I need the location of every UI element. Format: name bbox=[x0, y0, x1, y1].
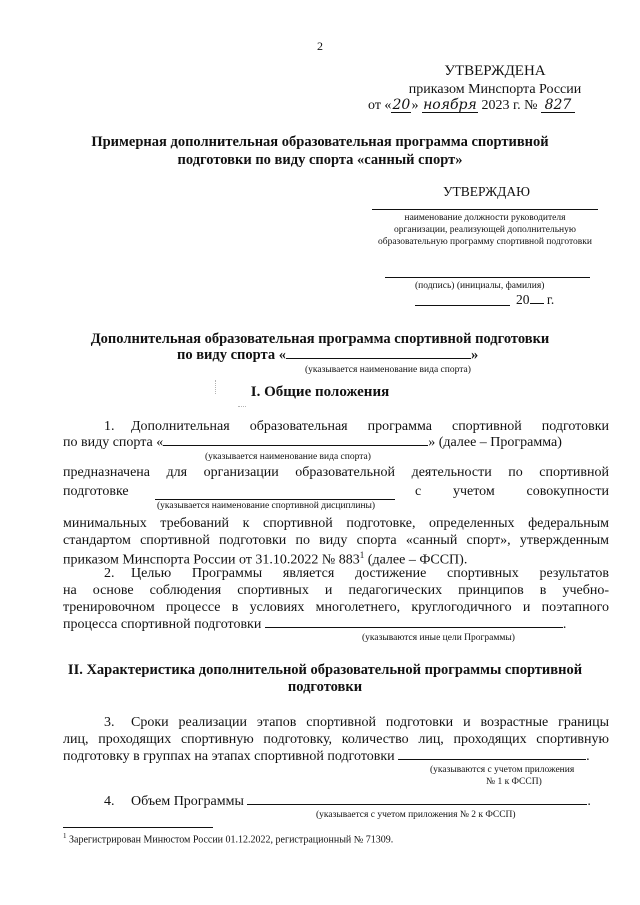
footnote-mark: 1 bbox=[63, 832, 67, 840]
approve-hint-1: наименование должности руководителя bbox=[404, 213, 566, 223]
p3-line2: лиц, проходящих спортивную подготовку, количество лиц, проходящих спортивную bbox=[63, 732, 609, 747]
p1-line2 bbox=[63, 436, 562, 450]
p3-line3-text: подготовку в группах на этапах спортивной подготовки bbox=[63, 749, 395, 764]
approve-year bbox=[516, 293, 554, 307]
p3-number: 3. bbox=[104, 715, 115, 730]
footnote-divider bbox=[63, 827, 213, 828]
date-month: ноября bbox=[423, 97, 477, 113]
date-year: 2023 г. № bbox=[481, 98, 538, 113]
p1-line7-end: (далее – ФССП). bbox=[364, 552, 468, 568]
approve-year-suffix: г. bbox=[546, 292, 555, 307]
approval-title: УТВЕРЖДЕНА bbox=[444, 63, 546, 79]
p4-line bbox=[104, 795, 591, 809]
program-title-prefix: по виду спорта « bbox=[177, 347, 286, 363]
approve-heading: УТВЕРЖДАЮ bbox=[443, 184, 531, 199]
approve-hint-3: образовательную программу спортивной подготовки bbox=[377, 237, 592, 247]
p2-number: 2. bbox=[104, 566, 115, 581]
p2-hint: (указываются иные цели Программы) bbox=[362, 633, 515, 643]
p1-line2-prefix: по виду спорта « bbox=[63, 435, 164, 450]
p1-line4-a: подготовке bbox=[63, 484, 129, 499]
footnote-ref: 1 bbox=[359, 550, 365, 560]
p1-line6: стандартом спортивной подготовки по виду спорта «санный спорт», утвержденным bbox=[63, 533, 609, 548]
date-day: 20 bbox=[392, 97, 411, 113]
p2-line1: Целью Программы является достижение спортивных результатов bbox=[131, 566, 609, 581]
doc-title-line2: подготовки по виду спорта «санный спорт» bbox=[177, 152, 463, 168]
p2-line4 bbox=[63, 618, 566, 632]
p4-number: 4. bbox=[104, 794, 115, 809]
p3-hint-2: № 1 к ФССП) bbox=[486, 777, 542, 787]
p1-line5: минимальных требований к спортивной подготовке, определенных федеральным bbox=[63, 516, 609, 531]
footnote bbox=[63, 833, 393, 845]
approve-year-number: 20 bbox=[516, 292, 530, 307]
approve-hint-2: организации, реализующей дополнительную bbox=[394, 225, 576, 235]
p1-hint1: (указывается наименование вида спорта) bbox=[205, 452, 371, 462]
approval-date-line bbox=[368, 98, 575, 113]
p2-line2: на основе соблюдения спортивных и педагогических принципов в учебно- bbox=[63, 583, 609, 598]
approve-position-line bbox=[372, 209, 598, 210]
approve-date-line bbox=[415, 305, 510, 306]
program-title-line2 bbox=[177, 348, 478, 363]
program-title-hint: (указывается наименование вида спорта) bbox=[305, 365, 471, 375]
page-number: 2 bbox=[317, 39, 323, 53]
approval-order-line: приказом Минспорта России bbox=[408, 82, 582, 97]
p4-text: Объем Программы bbox=[131, 794, 244, 809]
p1-hint2: (указывается наименование спортивной дисциплины) bbox=[157, 501, 376, 511]
p3-hint-1: (указываются с учетом приложения bbox=[430, 765, 575, 775]
p1-number: 1. bbox=[104, 419, 115, 434]
p1-line2-suffix: » (далее – Программа) bbox=[428, 435, 562, 450]
date-close-quote: » bbox=[411, 98, 419, 113]
p1-line3: предназначена для организации образовательной деятельности по спортивной bbox=[63, 465, 609, 480]
p2-line4-text: процесса спортивной подготовки bbox=[63, 617, 262, 632]
approve-sign-line bbox=[385, 277, 590, 278]
section2-heading-line1: II. Характеристика дополнительной образовательной программы спортивной bbox=[67, 662, 583, 678]
p3-line1: Сроки реализации этапов спортивной подготовки и возрастные границы bbox=[131, 715, 609, 730]
p1-line7-text: приказом Минспорта России от 31.10.2022 № 883 bbox=[63, 552, 360, 568]
p1-line1: Дополнительная образовательная программа спортивной подготовки bbox=[131, 419, 609, 434]
p4-end: . bbox=[587, 794, 591, 809]
scan-mark bbox=[238, 402, 246, 407]
program-title-line1: Дополнительная образовательная программа спортивной подготовки bbox=[90, 331, 550, 347]
section1-heading: I. Общие положения bbox=[250, 384, 390, 400]
p3-line3-end: . bbox=[586, 749, 590, 764]
footnote-text: Зарегистрирован Минюстом России 01.12.2022, регистрационный № 71309. bbox=[69, 834, 394, 846]
date-open-quote: от « bbox=[368, 98, 392, 113]
p4-hint: (указывается с учетом приложения № 2 к ФССП) bbox=[316, 810, 516, 820]
approve-sign-hint: (подпись) (инициалы, фамилия) bbox=[415, 281, 545, 291]
order-number: 827 bbox=[541, 98, 575, 113]
p2-line3: тренировочном процессе в условиях многолетнего, круглогодичного и поэтапного bbox=[63, 600, 609, 615]
program-title-suffix: » bbox=[470, 347, 479, 363]
p3-line3 bbox=[63, 750, 590, 764]
doc-title-line1: Примерная дополнительная образовательная программа спортивной bbox=[91, 134, 549, 150]
p1-discipline-line bbox=[155, 499, 395, 500]
p1-line4-b: с учетом совокупности bbox=[415, 484, 609, 499]
p2-line4-end: . bbox=[562, 617, 567, 632]
section2-heading-line2: подготовки bbox=[287, 679, 363, 695]
